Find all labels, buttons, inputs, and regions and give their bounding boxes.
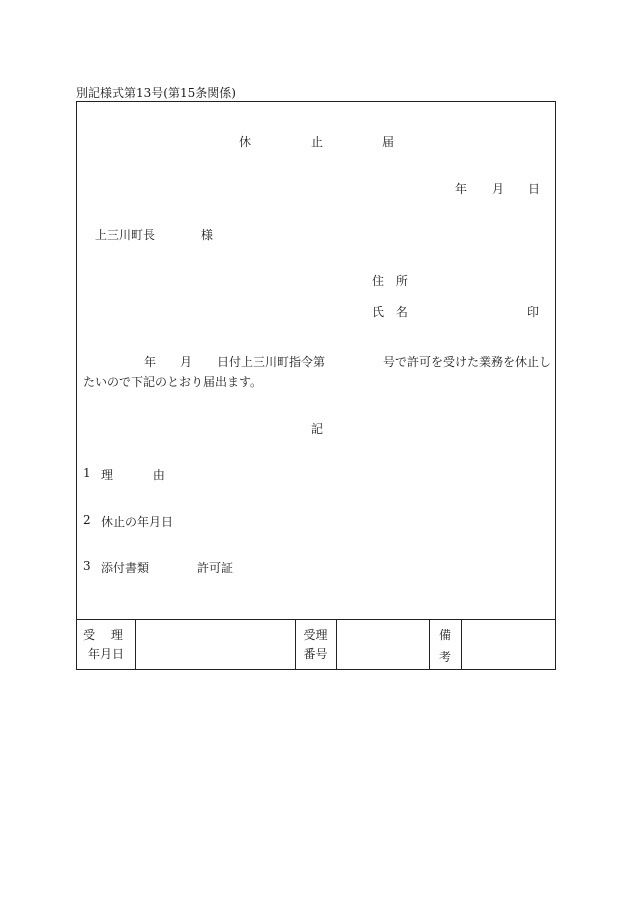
item-1-number: 1 bbox=[83, 466, 91, 480]
form-caption: 別記様式第13号(第15条関係) bbox=[76, 86, 236, 100]
ki-label: 記 bbox=[311, 422, 324, 436]
body-line-2: たいので下記のとおり届出ます。 bbox=[83, 375, 263, 389]
body-month: 月 bbox=[180, 355, 193, 369]
item-3-value: 許可証 bbox=[197, 561, 234, 575]
received-date-header bbox=[77, 626, 135, 664]
form-frame bbox=[76, 101, 556, 670]
item-2-number: 2 bbox=[83, 513, 91, 527]
received-date-line1: 受 理 bbox=[83, 628, 129, 642]
addressee-honorific: 様 bbox=[201, 228, 214, 242]
title-char-3: 届 bbox=[382, 135, 395, 149]
date-month-label: 月 bbox=[492, 182, 505, 196]
received-number-line2: 番号 bbox=[303, 647, 328, 661]
title-char-2: 止 bbox=[311, 135, 324, 149]
title-char-1: 休 bbox=[239, 135, 252, 149]
reception-table bbox=[77, 619, 555, 670]
remarks-line1: 備 bbox=[438, 628, 451, 642]
item-2-label: 休止の年月日 bbox=[101, 515, 174, 529]
seal-label: 印 bbox=[527, 305, 540, 319]
body-year: 年 bbox=[144, 355, 157, 369]
body-day-text: 日付上三川町指令第 bbox=[217, 355, 326, 369]
address-label: 住 所 bbox=[372, 274, 412, 288]
received-number-line1: 受理 bbox=[303, 628, 328, 642]
body-paragraph bbox=[83, 352, 551, 392]
remarks-header bbox=[429, 624, 461, 668]
date-day-label: 日 bbox=[528, 182, 541, 196]
name-label: 氏 名 bbox=[372, 305, 412, 319]
received-date-cell[interactable] bbox=[136, 620, 295, 670]
received-number-cell[interactable] bbox=[337, 620, 429, 670]
item-3-number: 3 bbox=[83, 559, 91, 573]
item-3-label: 添付書類 bbox=[101, 561, 150, 575]
received-number-header bbox=[295, 626, 336, 664]
item-1-label: 理 由 bbox=[101, 468, 183, 482]
body-number-text: 号で許可を受けた業務を休止し bbox=[383, 355, 552, 369]
addressee: 上三川町長 bbox=[95, 228, 156, 242]
remarks-cell[interactable] bbox=[462, 620, 555, 670]
received-date-line2: 年月日 bbox=[87, 647, 124, 661]
remarks-line2: 考 bbox=[438, 650, 451, 664]
date-year-label: 年 bbox=[455, 182, 468, 196]
